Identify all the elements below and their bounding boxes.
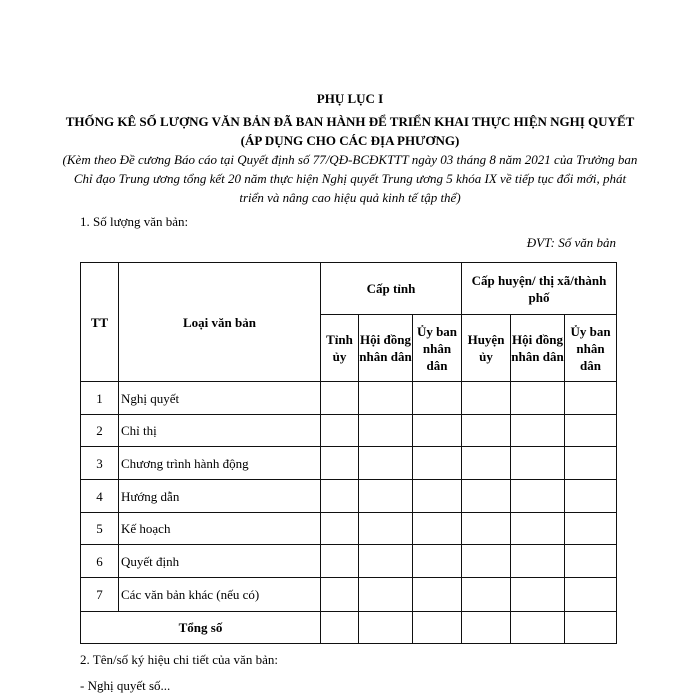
table-cell	[462, 545, 511, 578]
table-body	[81, 382, 617, 644]
table-cell	[413, 447, 462, 480]
row-number: 1	[81, 382, 119, 415]
table-cell	[359, 612, 413, 644]
table-cell	[511, 612, 565, 644]
table-cell	[413, 513, 462, 545]
table-row	[81, 578, 617, 612]
table-cell	[462, 382, 511, 415]
table-cell	[462, 612, 511, 644]
unit-label: ĐVT: Số văn bản	[526, 235, 616, 250]
row-number: 3	[81, 447, 119, 480]
header-provincial-committee: Ủy ban nhân dân	[413, 315, 462, 382]
table-cell	[511, 513, 565, 545]
header-provincial-council: Hội đồng nhân dân	[359, 315, 413, 382]
row-label: Nghị quyết	[119, 382, 321, 415]
table-cell	[359, 415, 413, 447]
table-cell	[565, 513, 617, 545]
header-district-council: Hội đồng nhân dân	[511, 315, 565, 382]
row-label: Quyết định	[119, 545, 321, 578]
header-province-level: Cấp tỉnh	[321, 263, 462, 315]
table-cell	[511, 578, 565, 612]
table-cell	[359, 578, 413, 612]
table-cell	[462, 578, 511, 612]
table-cell	[321, 545, 359, 578]
table-cell	[413, 545, 462, 578]
table-cell	[413, 480, 462, 513]
row-number: 2	[81, 415, 119, 447]
table-cell	[565, 480, 617, 513]
table-row	[81, 382, 617, 415]
table-cell	[511, 447, 565, 480]
section-2-item: - Nghị quyết số...	[80, 678, 171, 693]
header-provincial-party-committee: Tỉnh ủy	[321, 315, 359, 382]
table-cell	[321, 513, 359, 545]
table-cell	[413, 415, 462, 447]
table-cell	[413, 382, 462, 415]
table-cell	[359, 513, 413, 545]
table-cell	[359, 447, 413, 480]
table-cell	[321, 447, 359, 480]
table-row	[81, 513, 617, 545]
table-cell	[462, 513, 511, 545]
table-cell	[565, 578, 617, 612]
statistics-table	[80, 262, 617, 644]
row-number: 4	[81, 480, 119, 513]
row-label: Các văn bản khác (nếu có)	[119, 578, 321, 612]
table-cell	[359, 545, 413, 578]
table-cell	[359, 480, 413, 513]
table-cell	[565, 612, 617, 644]
table-cell	[565, 382, 617, 415]
table-cell	[462, 415, 511, 447]
table-cell	[321, 480, 359, 513]
header-tt: TT	[81, 263, 119, 382]
table-cell	[321, 382, 359, 415]
row-label: Kế hoạch	[119, 513, 321, 545]
appendix-title: PHỤ LỤC I	[316, 91, 384, 106]
header-district-committee: Ủy ban nhân dân	[565, 315, 617, 382]
table-cell	[462, 480, 511, 513]
row-number: 7	[81, 578, 119, 612]
table-cell	[321, 415, 359, 447]
document-subtitle: (Kèm theo Đề cương Báo cáo tại Quyết định số 77/QĐ-BCĐKTTT ngày 03 tháng 8 năm 2021 của Trưởng ban Chỉ đạo Trung ương tổng kết 20 năm thực hiện Nghị quyết Trung ương 5 khóa IX về tiếp tục đổi mới, phát triển và nâng cao hiệu quả kinh tế tập thể)	[62, 152, 638, 205]
total-row	[81, 612, 617, 644]
row-number: 6	[81, 545, 119, 578]
table-cell	[511, 480, 565, 513]
header-district-level: Cấp huyện/ thị xã/thành phố	[462, 263, 617, 315]
table-cell	[321, 578, 359, 612]
total-label: Tổng số	[81, 612, 321, 644]
row-number: 5	[81, 513, 119, 545]
table-cell	[413, 612, 462, 644]
table-cell	[565, 447, 617, 480]
row-label: Chương trình hành động	[119, 447, 321, 480]
section-1-title: 1. Số lượng văn bản:	[80, 214, 189, 229]
table-cell	[511, 415, 565, 447]
table-row	[81, 447, 617, 480]
table-cell	[565, 415, 617, 447]
table-cell	[321, 612, 359, 644]
table-row	[81, 545, 617, 578]
table-cell	[359, 382, 413, 415]
document-title: THỐNG KÊ SỐ LƯỢNG VĂN BẢN ĐÃ BAN HÀNH ĐỂ TRIỂN KHAI THỰC HIỆN NGHỊ QUYẾT (ÁP DỤNG CHO CÁC ĐỊA PHƯƠNG)	[65, 114, 635, 148]
table-cell	[511, 382, 565, 415]
header-document-type: Loại văn bản	[119, 263, 321, 382]
table-row	[81, 415, 617, 447]
row-label: Chỉ thị	[119, 415, 321, 447]
header-district-party-committee: Huyện ủy	[462, 315, 511, 382]
table-cell	[565, 545, 617, 578]
table-cell	[511, 545, 565, 578]
section-2-title: 2. Tên/số ký hiệu chi tiết của văn bản:	[80, 652, 278, 667]
row-label: Hướng dẫn	[119, 480, 321, 513]
table-cell	[413, 578, 462, 612]
table-row	[81, 480, 617, 513]
table-cell	[462, 447, 511, 480]
